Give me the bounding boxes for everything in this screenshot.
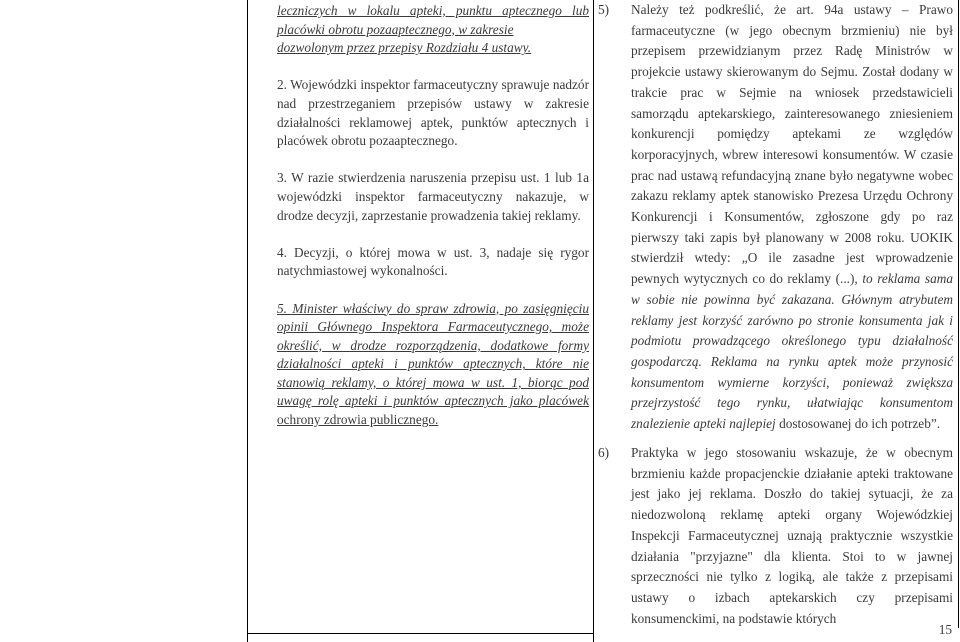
paragraph-2: 2. Wojewódzki inspektor farmaceutyczny sprawuje nadzór nad przestrzeganiem przepisów ustawy w zakresie działalności reklamowej aptek, punktów aptecznych i placówek obrotu pozaaptecznego. <box>277 77 589 149</box>
page-number: 15 <box>938 622 952 637</box>
item-6-text: Praktyka w jego stosowaniu wskazuje, że w obecnym brzmieniu każde propacjenckie działanie apteki traktowane jest jako jej reklama. Doszło do takiej sytuacji, że za niedozwoloną reklamę apteki organy Wojewódzkiej Inspekcji Farmaceutycznej uznają praktycznie wszystkie działania "przyjazne" dla klienta. Stoi to w jawnej sprzeczności nie tylko z logiką, ale także z przepisami ustawy o izbach aptekarskich czy przepisami konsumenckimi, na podstawie których <box>631 445 953 626</box>
item-6 <box>598 443 953 629</box>
right-border <box>958 0 959 628</box>
row-divider <box>247 633 593 634</box>
item-5-quote-end: dostosowanej do ich potrzeb”. <box>779 416 941 432</box>
left-border <box>247 0 248 642</box>
left-column <box>277 0 589 430</box>
item-5-text: Należy też podkreślić, że art. 94a ustawy – Prawo farmaceutyczne (w jego obecnym brzmieniu) nie był przepisem przewidzianym przez Radę Ministrów w projekcie ustawy skierowanym do Sejmu. Został dodany w trakcie prac w Sejmie na wniosek przedstawicieli samorządu aptekarskiego, zainteresowanego zniesieniem konkurencji pomiędzy aptekami ze względów korporacyjnych, wbrew interesowi konsumentów. W czasie prac nad ustawą refundacyjną znane było negatywne wobec zakazu reklamy aptek stanowisko Prezesa Urzędu Ochrony Konkurencji i Konsumentów, zgłoszone gdy po raz pierwszy taki zapis był planowany w 2008 roku. UOKIK stwierdził wtedy: „O ile zasadne jest wprowadzenie pewnych wytycznych co do reklamy (...), <box>631 2 953 287</box>
item-5 <box>598 0 953 435</box>
continuation-line-1: leczniczych w lokalu apteki, punktu aptecznego lub placówki obrotu pozaaptecznego, w zakresie <box>277 3 589 37</box>
item-5-quote: to reklama sama w sobie nie powinna być zakazana. Głównym atrybutem reklamy jest korzyść zarówno po stronie konsumenta jak i podmiotu prowadzącego określonego typu działalność gospodarczą. Reklama na rynku aptek może przynosić konsumentom wymierne korzyści, ponieważ zwiększa przejrzystość tego rynku, ułatwiając konsumentom znalezienie apteki najlepiej <box>631 271 953 432</box>
item-5-number: 5) <box>598 2 610 17</box>
paragraph-5-italic: 5. Minister właściwy do spraw zdrowia, po zasięgnięciu opinii Głównego Inspektora Farmaceutycznego, może określić, w drodze rozporządzenia, dodatkowe formy działalności apteki i punktów aptecznych, które nie stanowią reklamy, o której mowa w ust. 1, biorąc pod uwagę rolę apteki i punktów aptecznych jako placówek <box>277 300 589 409</box>
paragraph-4: 4. Decyzji, o której mowa w ust. 3, nadaje się rygor natychmiastowej wykonalności. <box>277 244 589 279</box>
center-border <box>593 0 594 642</box>
continuation-line-2: dozwolonym przez przepisy Rozdziału 4 ustawy. <box>277 40 532 56</box>
paragraph-3: 3. W razie stwierdzenia naruszenia przepisu ust. 1 lub 1a wojewódzki inspektor farmaceutyczny nakazuje, w drodze decyzji, zaprzestanie prowadzenia takiej reklamy. <box>277 170 589 223</box>
paragraph-5-tail: ochrony zdrowia publicznego. <box>277 412 439 428</box>
paragraph-5 <box>277 300 589 430</box>
item-6-number: 6) <box>598 445 610 460</box>
